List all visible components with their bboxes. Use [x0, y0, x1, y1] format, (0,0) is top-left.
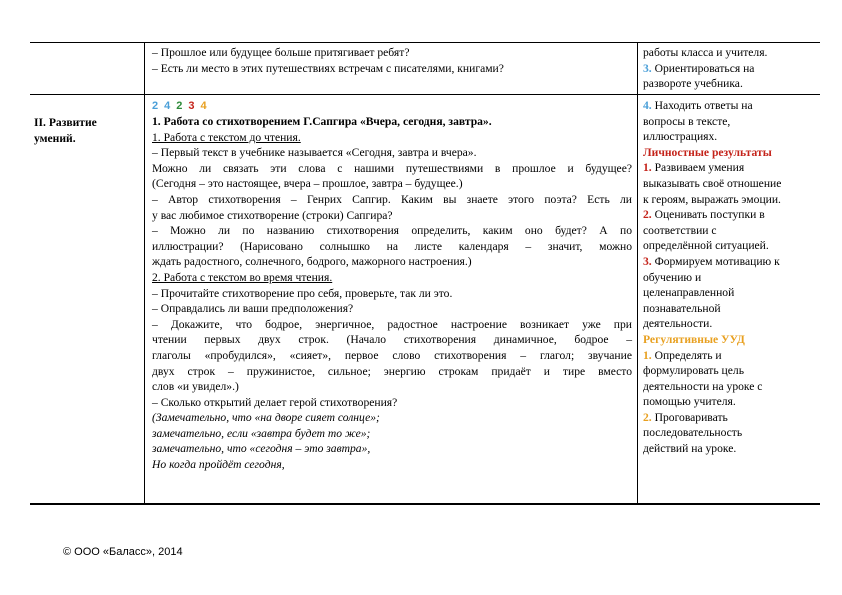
- outcome-line: [643, 285, 818, 301]
- text-line: у вас любимое стихотворение (строки) Сапгира?: [152, 208, 393, 222]
- outcome-line: [643, 98, 818, 114]
- digit-marker: 4: [164, 100, 171, 112]
- outcome-text: деятельности.: [643, 317, 713, 331]
- outcome-line: [643, 425, 818, 441]
- outcome-line: [643, 394, 818, 410]
- text-line: Можно ли связать эти слова с нашими путешествиями в прошлое и будущее?: [152, 161, 632, 175]
- text-line: работы класса и учителя.: [643, 46, 768, 59]
- subheading: 2. Работа с текстом во время чтения.: [152, 270, 333, 284]
- outcome-text: Оценивать поступки в: [651, 208, 765, 222]
- section-heading: 1. Работа со стихотворением Г.Сапгира «Вчера, сегодня, завтра».: [152, 115, 492, 128]
- poem-line: (Замечательно, что «на дворе сияет солнце»;: [152, 411, 380, 425]
- outcome-text: определённой ситуацией.: [643, 239, 769, 253]
- outcome-text: соответствии с: [643, 223, 717, 237]
- text-line: – Прошлое или будущее больше притягивает ребят?: [152, 46, 410, 59]
- outcome-number: 4.: [643, 99, 652, 112]
- text-line: ждать радостного, солнечного, бодрого, мажорного настроения.): [152, 255, 472, 269]
- outcome-text: познавательной: [643, 301, 721, 315]
- table-bottom-border: [30, 503, 820, 505]
- outcome-line: [643, 223, 818, 239]
- outcome-text: Формируем мотивацию к: [651, 254, 780, 268]
- outcome-line: [643, 192, 818, 208]
- outcome-text: формулировать цель: [643, 364, 744, 378]
- outcome-line: [643, 410, 818, 426]
- text-line: – Прочитайте стихотворение про себя, проверьте, так ли это.: [152, 286, 453, 300]
- outcome-text: иллюстрациях.: [643, 130, 718, 144]
- outcome-section-header: Регулятивные УУД: [643, 332, 745, 346]
- lesson-content-cell: [152, 98, 632, 473]
- outcome-text: выказывать своё отношение: [643, 176, 782, 190]
- digit-marker: 4: [200, 100, 207, 112]
- text-line: иллюстрации? (Нарисовано солнышко на листе календаря – значит, можно: [152, 239, 632, 253]
- text-line: (Сегодня – это настоящее, вчера – прошлое, завтра – будущее.): [152, 177, 463, 191]
- stage-label: умений.: [34, 131, 76, 145]
- row-divider: [30, 94, 820, 95]
- text-line: чтении первых двух строк. (Начало стихотворения динамичное, бодрое –: [152, 333, 632, 347]
- outcome-text: целенаправленной: [643, 286, 735, 300]
- text-line: – Можно ли по названию стихотворения определить, каким оно будет? А по: [152, 224, 632, 238]
- outcome-line: [643, 348, 818, 364]
- outcome-line: [643, 316, 818, 332]
- outcome-line: [643, 441, 818, 457]
- outcome-line: [643, 238, 818, 254]
- stage-label: II. Развитие: [34, 116, 97, 129]
- outcome-text: обучению и: [643, 270, 702, 284]
- outcome-text: к героям, выражать эмоции.: [643, 192, 781, 206]
- poem-line: замечательно, что «сегодня – это завтра»,: [152, 442, 371, 456]
- top-row-right-cell: [643, 45, 818, 92]
- outcome-section-header: Личностные результаты: [643, 145, 772, 159]
- outcome-line: [643, 363, 818, 379]
- outcome-line: [643, 270, 818, 286]
- text-line: слов «и увидел».): [152, 380, 239, 394]
- outcome-number: 3.: [643, 254, 652, 268]
- column-divider-1: [144, 42, 145, 504]
- outcome-line: [643, 160, 818, 176]
- top-row-middle-cell: [152, 45, 632, 76]
- subheading: 1. Работа с текстом до чтения.: [152, 130, 301, 144]
- outcome-number: 1.: [643, 348, 652, 362]
- text-line: глаголы «пробудился», «сияет», первое слово стихотворения – глагол; звучание: [152, 348, 632, 362]
- outcome-number: 2.: [643, 208, 652, 222]
- outcome-text: Находить ответы на: [651, 99, 753, 112]
- outcome-text: вопросы в тексте,: [643, 114, 731, 128]
- text-line: – Автор стихотворения – Генрих Сапгир. Каким вы знаете этого поэта? Есть ли: [152, 192, 632, 206]
- outcome-text: Определять и: [651, 348, 722, 362]
- outcome-line: [643, 254, 818, 270]
- outcome-number: 2.: [643, 410, 652, 424]
- text-line: двух строк – пружинистое, сильное; энергию строкам придаёт и тире вместо: [152, 364, 632, 378]
- outcome-line: [643, 129, 818, 145]
- table-top-border: [30, 42, 820, 43]
- competency-digits: [152, 98, 632, 114]
- text-line: – Сколько открытий делает герой стихотворения?: [152, 395, 398, 409]
- text-line: – Докажите, что бодрое, энергичное, радостное настроение возникает уже при: [152, 317, 632, 331]
- outcome-line: [643, 301, 818, 317]
- learning-outcomes-cell: [643, 98, 818, 457]
- outcome-line: [643, 379, 818, 395]
- outcome-number: 1.: [643, 161, 652, 175]
- copyright-footer: © ООО «Баласс», 2014: [63, 546, 183, 558]
- stage-label-cell: [34, 115, 142, 146]
- outcome-line: [643, 176, 818, 192]
- outcome-text: Развиваем умения: [651, 161, 745, 175]
- digit-marker: 2: [176, 100, 183, 112]
- text-line: 3. Ориентироваться на: [643, 61, 755, 75]
- outcome-text: деятельности на уроке с: [643, 379, 763, 393]
- text-line: – Первый текст в учебнике называется «Сегодня, завтра и вчера».: [152, 146, 477, 160]
- column-divider-2: [637, 42, 638, 504]
- text-line: – Оправдались ли ваши предположения?: [152, 302, 354, 316]
- outcome-text: Проговаривать: [651, 410, 728, 424]
- text-line: – Есть ли место в этих путешествиях встречам с писателями, книгами?: [152, 61, 504, 75]
- outcome-text: помощью учителя.: [643, 395, 736, 409]
- outcome-text: последовательность: [643, 426, 743, 440]
- outcome-text: действий на уроке.: [643, 442, 737, 456]
- digit-marker: 3: [188, 100, 195, 112]
- digit-marker: 2: [152, 100, 159, 112]
- poem-line: замечательно, если «завтра будет то же»;: [152, 426, 371, 440]
- outcome-line: [643, 207, 818, 223]
- outcome-line: [643, 114, 818, 130]
- text-line: развороте учебника.: [643, 77, 743, 91]
- poem-line: Но когда пройдёт сегодня,: [152, 458, 285, 472]
